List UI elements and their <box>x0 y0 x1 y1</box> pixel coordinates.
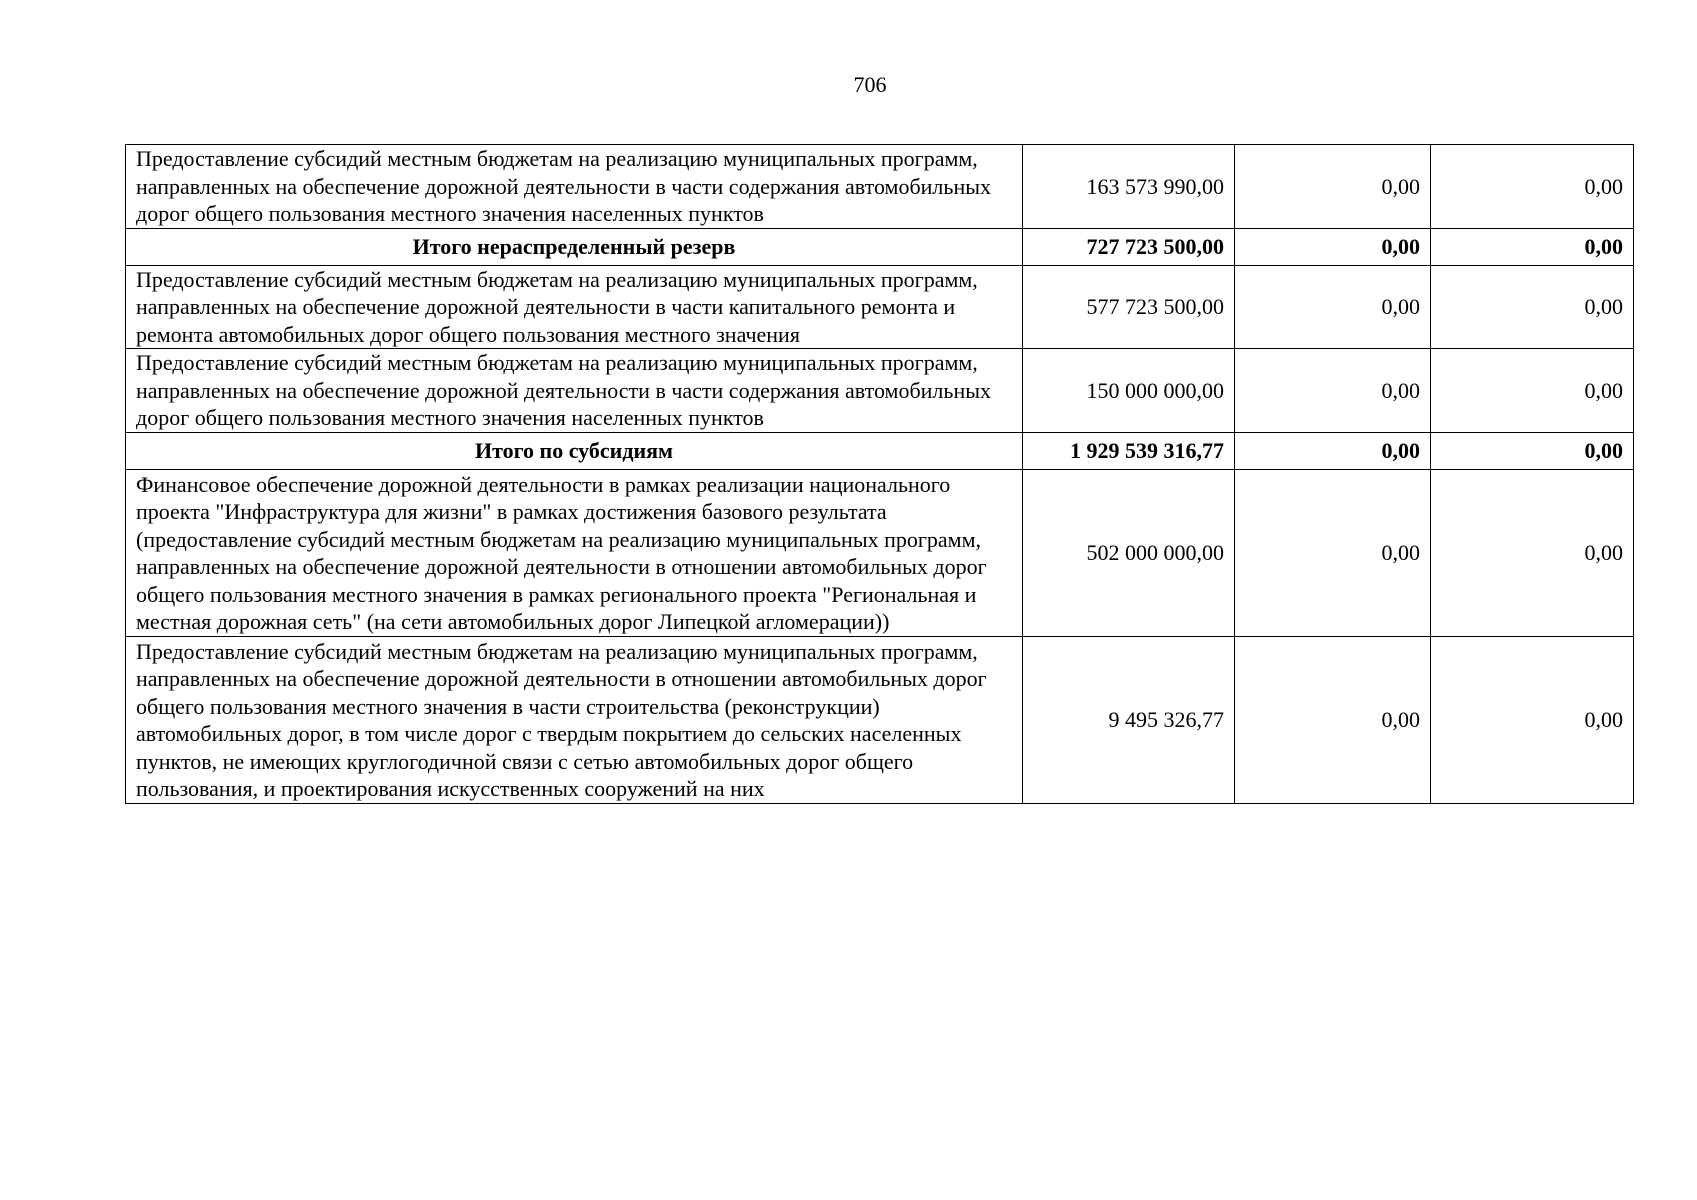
row-value-2: 0,00 <box>1235 145 1431 229</box>
total-value-1: 727 723 500,00 <box>1023 228 1235 265</box>
row-value-2: 0,00 <box>1235 265 1431 349</box>
total-label: Итого по субсидиям <box>126 432 1023 469</box>
row-value-1: 150 000 000,00 <box>1023 349 1235 433</box>
row-description: Финансовое обеспечение дорожной деятельности в рамках реализации национального проекта "Инфраструктура для жизни" в рамках достижения базового результата (предоставление субсидий местным бюджетам на реализацию муниципальных программ, направленных на обеспечение дорожной деятельности в отношении автомобильных дорог общего пользования местного значения в рамках регионального проекта "Региональная и местная дорожная сеть" (на сети автомобильных дорог Липецкой агломерации)) <box>126 469 1023 636</box>
table-row <box>126 145 1634 229</box>
row-value-1: 502 000 000,00 <box>1023 469 1235 636</box>
row-value-1: 577 723 500,00 <box>1023 265 1235 349</box>
row-value-2: 0,00 <box>1235 636 1431 803</box>
table-row <box>126 265 1634 349</box>
page-number: 706 <box>853 72 887 97</box>
total-row <box>126 228 1634 265</box>
total-row <box>126 432 1634 469</box>
budget-table <box>125 144 1634 804</box>
row-value-2: 0,00 <box>1235 469 1431 636</box>
row-description: Предоставление субсидий местным бюджетам на реализацию муниципальных программ, направленных на обеспечение дорожной деятельности в части содержания автомобильных дорог общего пользования местного значения населенных пунктов <box>126 349 1023 433</box>
row-description: Предоставление субсидий местным бюджетам на реализацию муниципальных программ, направленных на обеспечение дорожной деятельности в части капитального ремонта и ремонта автомобильных дорог общего пользования местного значения <box>126 265 1023 349</box>
row-value-3: 0,00 <box>1431 265 1634 349</box>
table-row <box>126 469 1634 636</box>
row-value-3: 0,00 <box>1431 469 1634 636</box>
total-label: Итого нераспределенный резерв <box>126 228 1023 265</box>
row-value-2: 0,00 <box>1235 349 1431 433</box>
total-value-2: 0,00 <box>1235 228 1431 265</box>
row-description: Предоставление субсидий местным бюджетам на реализацию муниципальных программ, направленных на обеспечение дорожной деятельности в части содержания автомобильных дорог общего пользования местного значения населенных пунктов <box>126 145 1023 229</box>
total-value-3: 0,00 <box>1431 228 1634 265</box>
row-value-3: 0,00 <box>1431 145 1634 229</box>
row-value-3: 0,00 <box>1431 349 1634 433</box>
row-value-1: 9 495 326,77 <box>1023 636 1235 803</box>
total-value-2: 0,00 <box>1235 432 1431 469</box>
row-value-1: 163 573 990,00 <box>1023 145 1235 229</box>
table-row <box>126 349 1634 433</box>
row-value-3: 0,00 <box>1431 636 1634 803</box>
total-value-1: 1 929 539 316,77 <box>1023 432 1235 469</box>
row-description: Предоставление субсидий местным бюджетам на реализацию муниципальных программ, направленных на обеспечение дорожной деятельности в отношении автомобильных дорог общего пользования местного значения в части строительства (реконструкции) автомобильных дорог, в том числе дорог с твердым покрытием до сельских населенных пунктов, не имеющих круглогодичной связи с сетью автомобильных дорог общего пользования, и проектирования искусственных сооружений на них <box>126 636 1023 803</box>
table-row <box>126 636 1634 803</box>
total-value-3: 0,00 <box>1431 432 1634 469</box>
